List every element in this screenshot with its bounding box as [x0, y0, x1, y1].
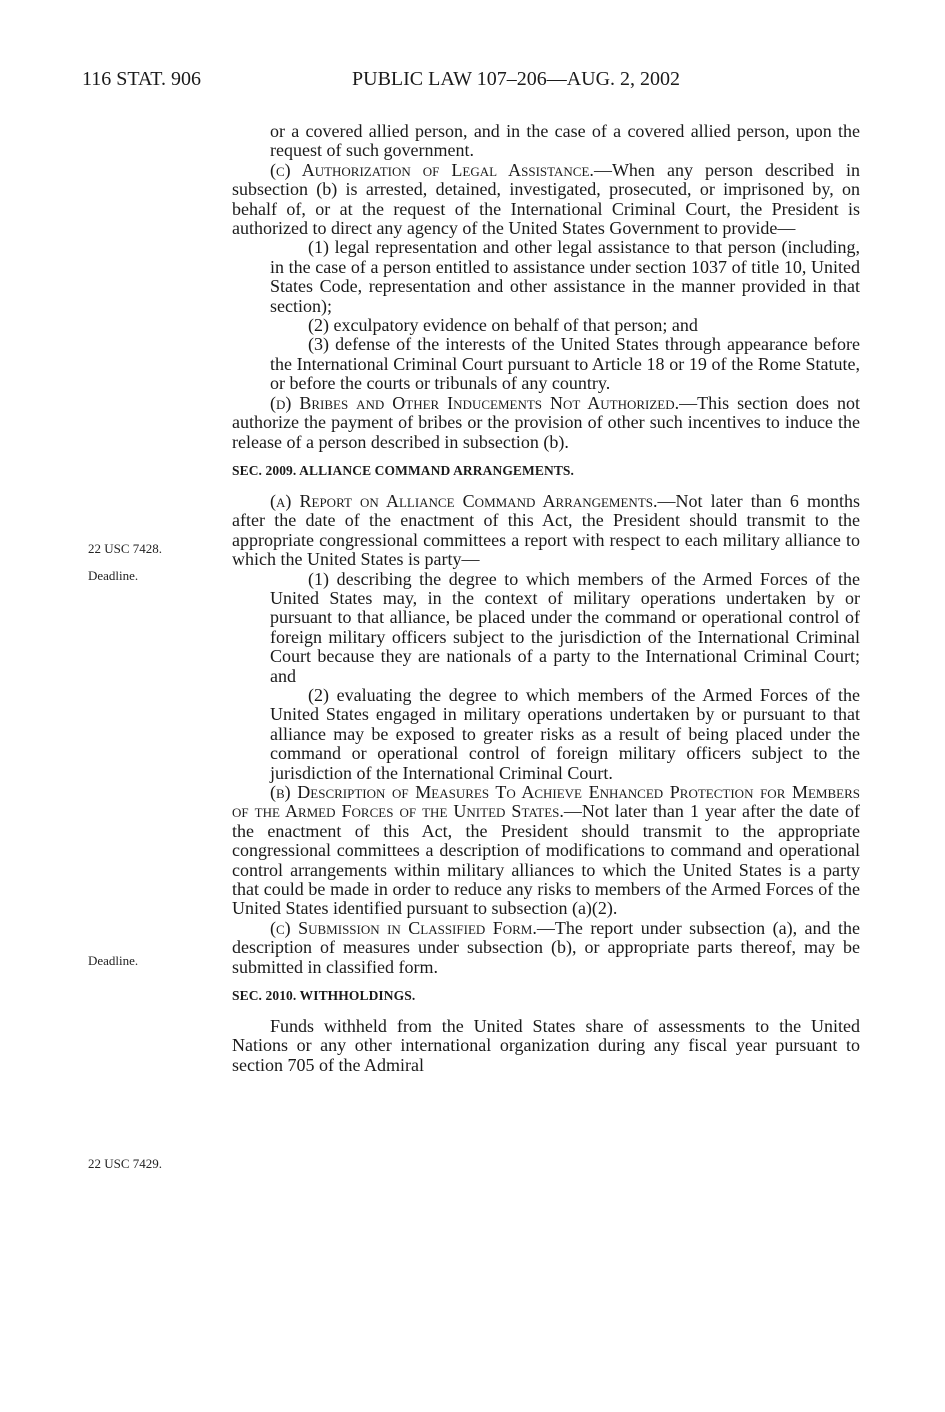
subsection-d-bribes	[232, 394, 860, 452]
subsection-c-classified	[232, 919, 860, 977]
subsection-text: —Not later than 6 months after the date of the enactment of this Act, the President should transmit to the appropriate congressional committees a report with respect to each military alliance to which the United States is party—	[232, 490, 860, 570]
subsection-text: —When any person described in subsection (b) is arrested, detained, investigated, prosecuted, or imprisoned by, on behalf of, or at the request of the International Criminal Court, the President is authorized to direct any agency of the United States Government to provide—	[232, 159, 860, 239]
margin-note-usc-7428: 22 USC 7428.	[88, 541, 163, 556]
page-header	[82, 68, 865, 96]
section-2010-heading: SEC. 2010. WITHHOLDINGS.	[232, 988, 416, 1004]
paragraph-item: (1) describing the degree to which members of the Armed Forces of the United States may, in the context of military operations undertaken by or pursuant to that alliance, be placed under the command or operational control of foreign military officers subject to the jurisdiction of the International Criminal Court because they are nationals of a party to the International Criminal Court; and	[270, 568, 860, 686]
section-2009-heading: SEC. 2009. ALLIANCE COMMAND ARRANGEMENTS.	[232, 462, 575, 478]
continuation-paragraph: or a covered allied person, and in the case of a covered allied person, upon the request of such government.	[270, 121, 860, 161]
subsection-text: —This section does not authorize the payment of bribes or the provision of other such incentives to induce the release of a person described in subsection (b).	[232, 392, 861, 452]
page-reference: 116 STAT. 906	[82, 68, 201, 90]
subsection-c-legal-assistance	[232, 161, 860, 239]
subsection-heading: (b) Description of Measures To Achieve Enhanced Protection for Members of the Armed Forces of the United States.	[232, 782, 860, 822]
subsection-a-report	[232, 492, 860, 570]
margin-note-usc-7429: 22 USC 7429.	[88, 1156, 163, 1171]
margin-note-deadline: Deadline.	[88, 568, 139, 583]
public-law-reference: PUBLIC LAW 107–206—AUG. 2, 2002	[352, 68, 681, 90]
subsection-heading: (c) Submission in Classified Form.	[270, 917, 537, 938]
paragraph-item: (2) evaluating the degree to which members of the Armed Forces of the United States engaged in military operations undertaken by or pursuant to that alliance may be exposed to greater risks as a result of being placed under the command or operational control of foreign military officers subject to the jurisdiction of the International Criminal Court.	[270, 684, 860, 783]
paragraph-item: (1) legal representation and other legal assistance to that person (including, in the case of a person entitled to assistance under section 1037 of title 10, United States Code, representation and other assistance in the manner provided in that section);	[270, 237, 860, 316]
subsection-b-measures	[232, 783, 860, 919]
subsection-heading: (c) Authorization of Legal Assistance.	[270, 159, 594, 180]
margin-note-deadline: Deadline.	[88, 953, 139, 968]
paragraph-item: (2) exculpatory evidence on behalf of that person; and	[308, 315, 698, 336]
subsection-heading: (d) Bribes and Other Inducements Not Authorized.	[270, 392, 680, 413]
paragraph-item: (3) defense of the interests of the United States through appearance before the International Criminal Court pursuant to Article 18 or 19 of the Rome Statute, or before the courts or tribunals of any country.	[270, 334, 860, 394]
subsection-heading: (a) Report on Alliance Command Arrangements.	[270, 490, 658, 511]
subsection-text: —Not later than 1 year after the date of the enactment of this Act, the President should transmit to the appropriate congressional committees a description of modifications to command and operational control arrangements within military alliances to which the United States is a party that could be made in order to reduce any risks to members of the Armed Forces of the United States identified pursuant to subsection (a)(2).	[232, 801, 860, 919]
statute-text	[232, 122, 860, 1075]
section-2010-text: Funds withheld from the United States share of assessments to the United Nations or any other international organization during any fiscal year pursuant to section 705 of the Admiral	[232, 1016, 860, 1075]
subsection-text: —The report under subsection (a), and the description of measures under subsection (b), or appropriate parts thereof, may be submitted in classified form.	[232, 917, 860, 977]
